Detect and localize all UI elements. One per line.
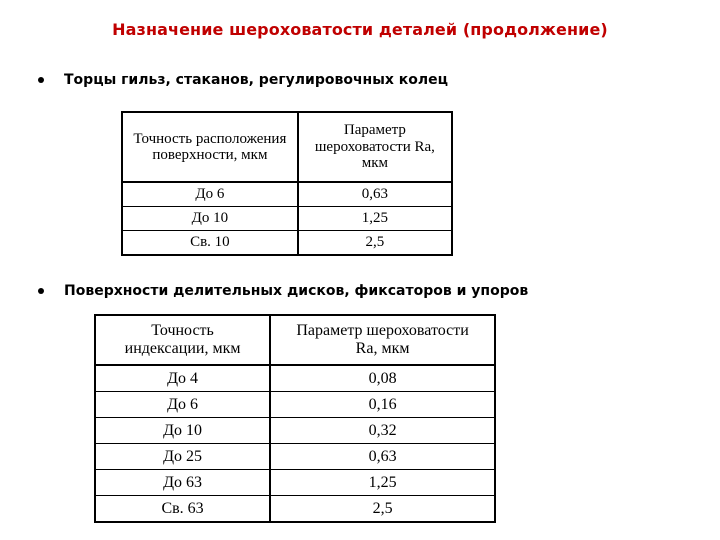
table-cell: До 6 [95, 392, 270, 418]
header-cell-roughness: Параметр шероховатости Ra, мкм [298, 112, 452, 182]
table-cell: 0,63 [270, 444, 495, 470]
table-row [95, 365, 495, 392]
table-cell: Св. 10 [122, 231, 298, 256]
table-row [95, 392, 495, 418]
table-cell: 2,5 [298, 231, 452, 256]
table-cell: До 10 [95, 418, 270, 444]
table-row [95, 496, 495, 523]
table-row [95, 470, 495, 496]
table-cell: 0,63 [298, 182, 452, 207]
table-cell: 0,16 [270, 392, 495, 418]
table-cell: До 4 [95, 365, 270, 392]
header-cell-roughness: Параметр шероховатости Ra, мкм [270, 315, 495, 365]
roughness-table-sleeve-ends [121, 111, 453, 256]
roughness-table-indexing-discs [94, 314, 496, 523]
table-row [95, 418, 495, 444]
table-cell: Св. 63 [95, 496, 270, 523]
bullet-text: Поверхности делительных дисков, фиксаторов и упоров [64, 283, 529, 299]
table-row [95, 444, 495, 470]
table-cell: 2,5 [270, 496, 495, 523]
table-header-row [122, 112, 452, 182]
bullet-dot-icon [38, 77, 44, 83]
table-cell: До 25 [95, 444, 270, 470]
table-header-row [95, 315, 495, 365]
bullet-text: Торцы гильз, стаканов, регулировочных колец [64, 72, 449, 88]
table-cell: 0,32 [270, 418, 495, 444]
table-cell: До 6 [122, 182, 298, 207]
bullet-item-sleeve-ends [38, 72, 448, 88]
table-row [122, 182, 452, 207]
page-title: Назначение шероховатости деталей (продолжение) [112, 20, 608, 39]
table-row [122, 231, 452, 256]
header-cell-indexing-accuracy: Точность индексации, мкм [95, 315, 270, 365]
table-cell: 0,08 [270, 365, 495, 392]
table-cell: До 10 [122, 207, 298, 231]
table-cell: До 63 [95, 470, 270, 496]
table-row [122, 207, 452, 231]
bullet-dot-icon [38, 288, 44, 294]
bullet-item-indexing-discs [38, 283, 528, 299]
table-cell: 1,25 [298, 207, 452, 231]
header-cell-accuracy: Точность расположения поверхности, мкм [122, 112, 298, 182]
table-cell: 1,25 [270, 470, 495, 496]
